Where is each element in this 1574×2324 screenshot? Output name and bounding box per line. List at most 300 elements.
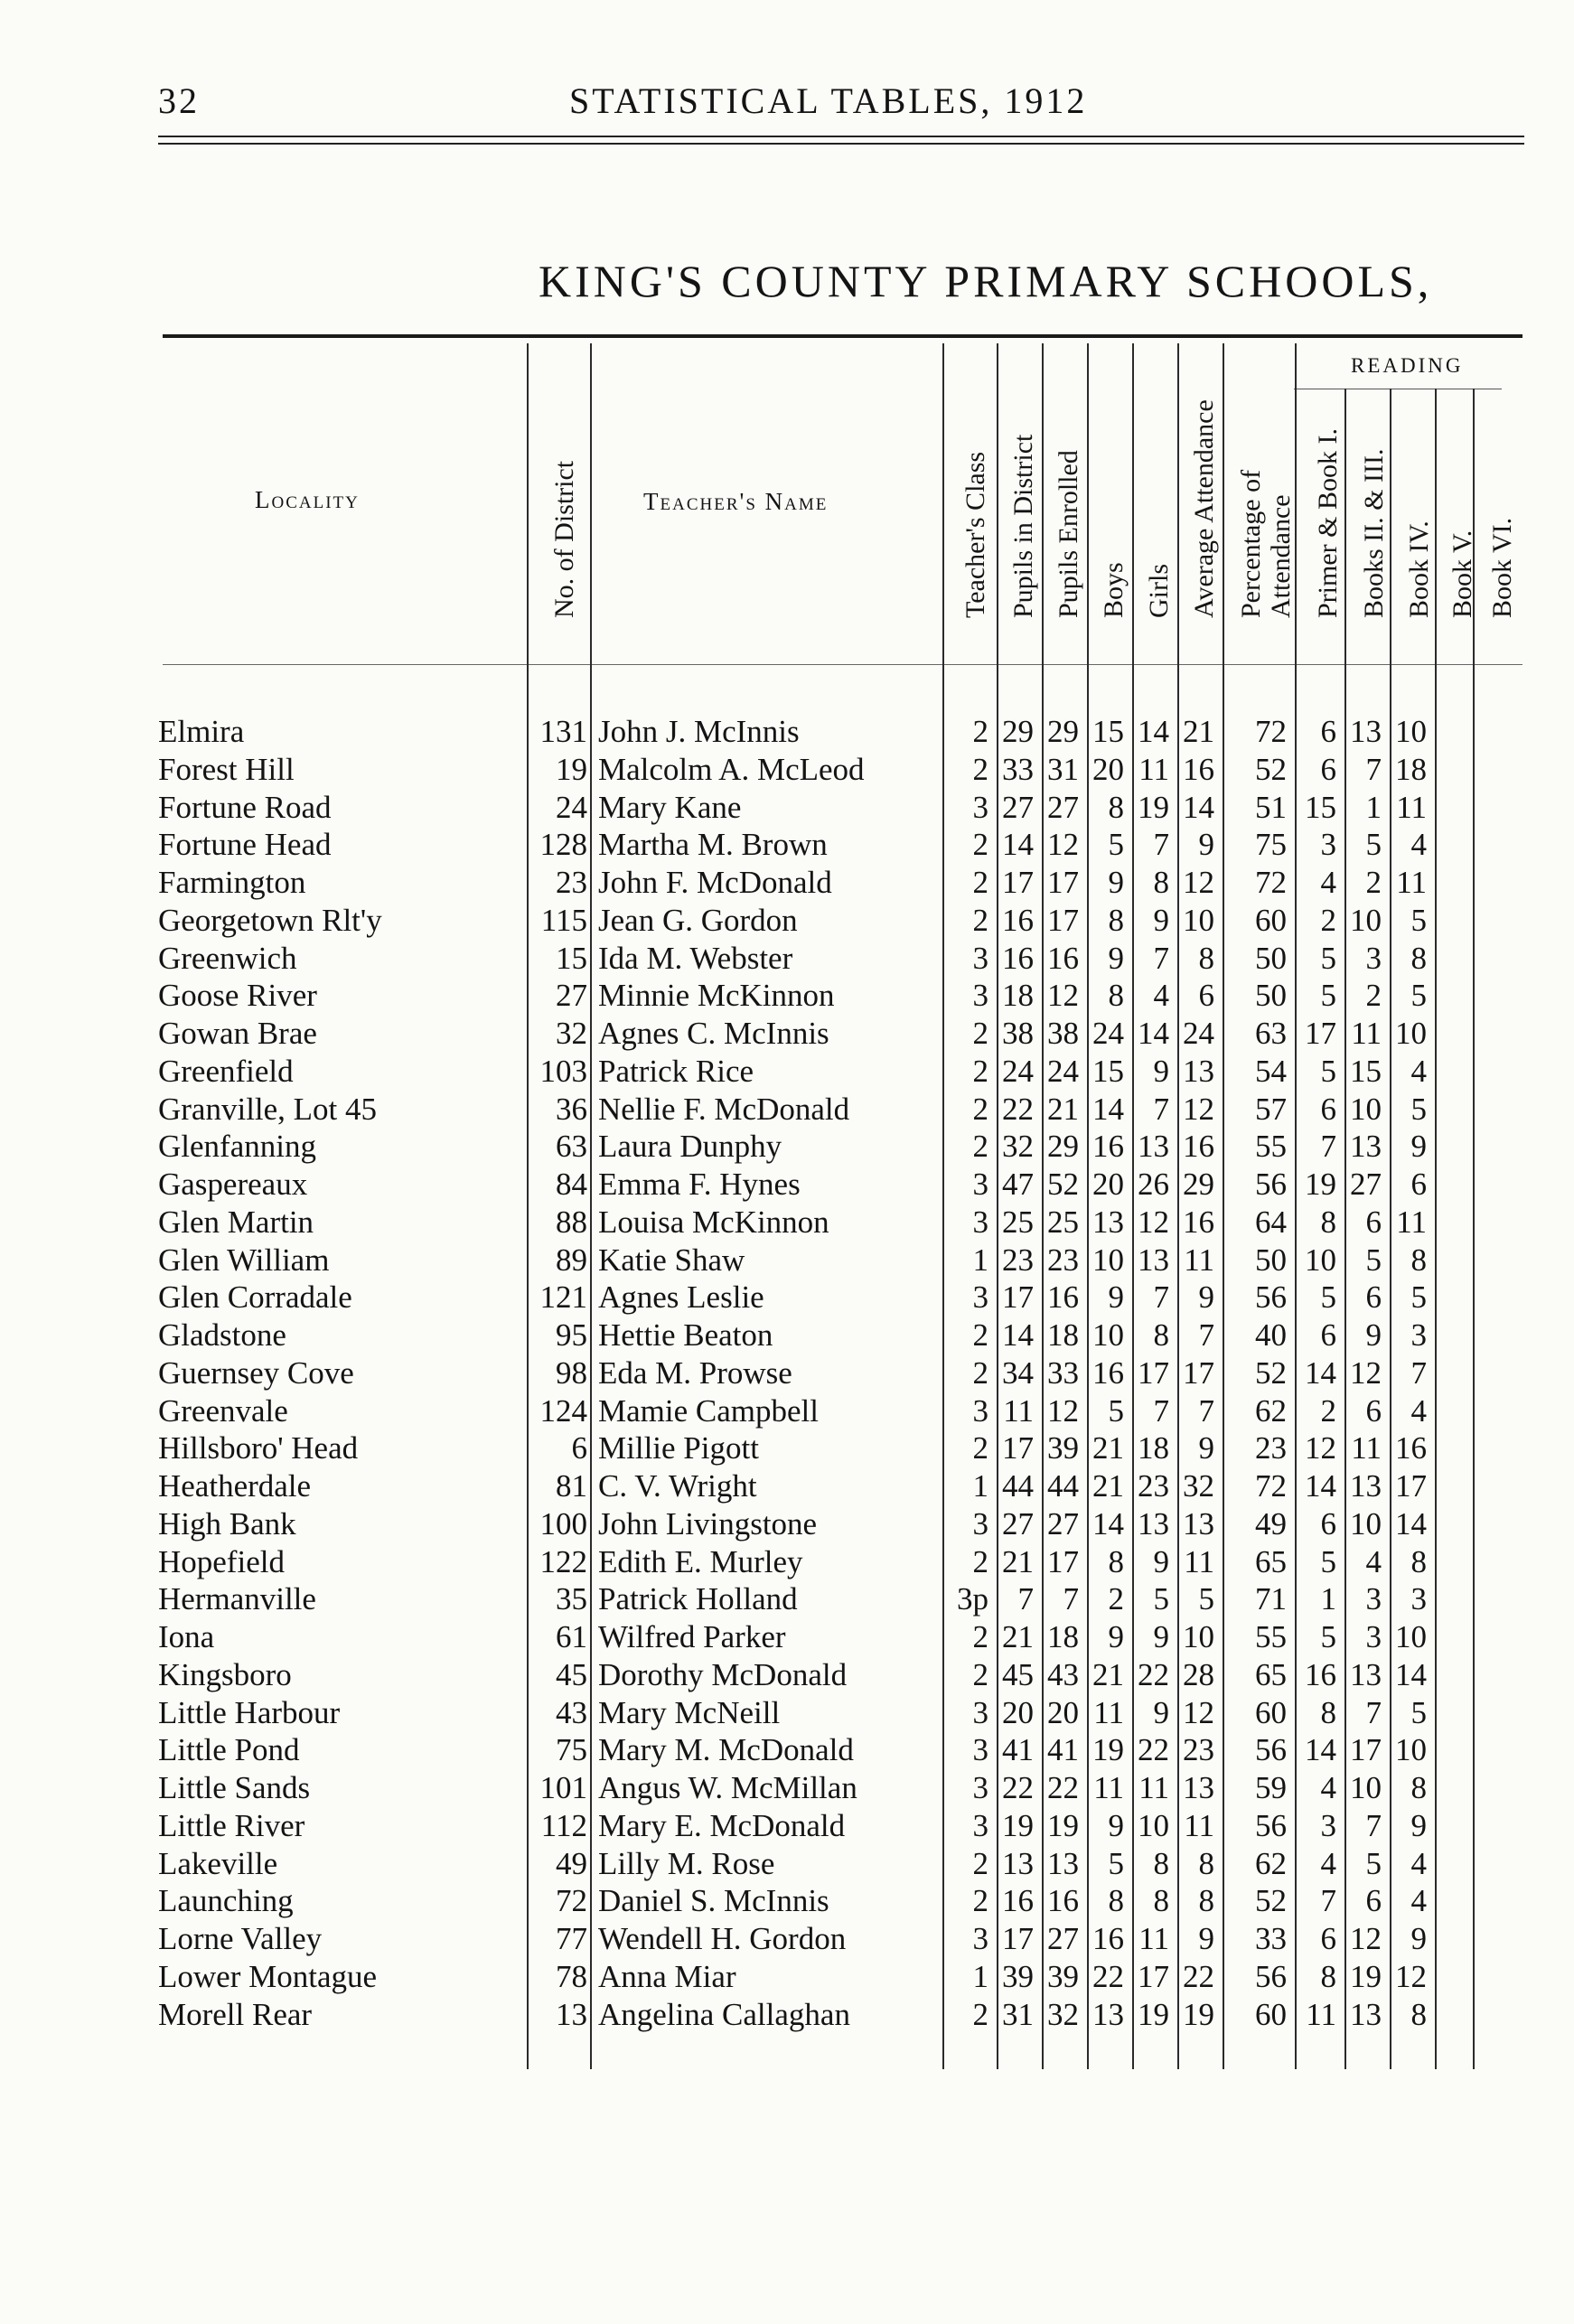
locality-cell: Iona: [158, 1619, 215, 1654]
table-row: [0, 1770, 1574, 1808]
percentage-attendance-cell: 49: [1255, 1505, 1287, 1542]
book4-cell: 8: [1410, 1242, 1427, 1278]
pupils-enrolled-cell: 27: [1047, 789, 1079, 825]
teacher-class-cell: 3: [972, 1505, 988, 1542]
locality-cell: Lower Montague: [158, 1958, 378, 1994]
pupils-district-cell: 13: [1002, 1845, 1034, 1881]
books-2-3-cell: 27: [1350, 1167, 1382, 1202]
books-2-3-cell: 7: [1365, 1807, 1382, 1843]
book4-cell: 17: [1395, 1468, 1427, 1504]
percentage-attendance-cell: 50: [1255, 1242, 1287, 1278]
pupils-district-cell: 16: [1002, 902, 1034, 938]
average-attendance-cell: 9: [1198, 1279, 1214, 1316]
teacher-class-cell: 2: [972, 1053, 988, 1089]
locality-cell: Gladstone: [158, 1317, 286, 1353]
teacher-class-cell: 3: [972, 1807, 988, 1843]
primer-book1-cell: 17: [1305, 1016, 1336, 1051]
book4-cell: 10: [1395, 1016, 1427, 1051]
table-row: [0, 714, 1574, 752]
primer-book1-cell: 15: [1305, 789, 1336, 825]
pupils-district-cell: 19: [1002, 1807, 1034, 1843]
pupils-district-cell: 17: [1002, 1430, 1034, 1467]
pupils-enrolled-cell: 32: [1047, 1996, 1079, 2032]
book4-cell: 4: [1410, 1053, 1427, 1089]
percentage-attendance-cell: 57: [1255, 1091, 1287, 1127]
pupils-district-cell: 23: [1002, 1242, 1034, 1278]
teacher-name-cell: Katie Shaw: [598, 1242, 745, 1278]
pupils-district-cell: 41: [1002, 1732, 1034, 1768]
teacher-class-cell: 2: [972, 1619, 988, 1654]
book4-cell: 4: [1410, 1845, 1427, 1881]
primer-book1-cell: 8: [1320, 1958, 1336, 1994]
books-2-3-cell: 2: [1365, 978, 1382, 1014]
average-attendance-cell: 9: [1198, 827, 1214, 863]
books-2-3-cell: 12: [1350, 1921, 1382, 1956]
girls-cell: 9: [1153, 1543, 1169, 1579]
district-number-cell: 78: [556, 1958, 587, 1994]
table-row: [0, 1997, 1574, 2035]
book4-cell: 11: [1396, 865, 1427, 900]
boys-cell: 10: [1092, 1317, 1124, 1353]
table-row: [0, 1092, 1574, 1129]
teacher-name-cell: Eda M. Prowse: [598, 1354, 792, 1391]
average-attendance-cell: 11: [1184, 1807, 1214, 1843]
pupils-district-cell: 17: [1002, 1279, 1034, 1316]
book4-cell: 5: [1410, 978, 1427, 1014]
books-2-3-cell: 6: [1365, 1279, 1382, 1316]
girls-cell: 18: [1138, 1430, 1169, 1467]
books-2-3-cell: 13: [1350, 1996, 1382, 2032]
book4-cell: 11: [1396, 1204, 1427, 1240]
teacher-class-cell: 3: [972, 1770, 988, 1805]
book4-cell: 4: [1410, 827, 1427, 863]
pupils-in-district-header: Pupils in District: [1008, 434, 1038, 618]
pupils-district-cell: 25: [1002, 1204, 1034, 1240]
table-row: [0, 790, 1574, 828]
book4-cell: 5: [1410, 1694, 1427, 1730]
district-number-cell: 88: [556, 1204, 587, 1240]
pupils-district-cell: 16: [1002, 1883, 1034, 1919]
pupils-district-cell: 34: [1002, 1354, 1034, 1391]
teacher-name-cell: John Livingstone: [598, 1505, 818, 1542]
locality-cell: Farmington: [158, 865, 306, 900]
books-2-3-cell: 13: [1350, 714, 1382, 749]
primer-book1-cell: 3: [1320, 827, 1336, 863]
page-number: 32: [158, 80, 200, 121]
locality-cell: Hopefield: [158, 1543, 285, 1579]
table-row: [0, 1204, 1574, 1242]
teacher-class-cell: 2: [972, 714, 988, 749]
teacher-class-cell: 2: [972, 827, 988, 863]
percentage-attendance-cell: 60: [1255, 1996, 1287, 2032]
average-attendance-cell: 5: [1198, 1581, 1214, 1617]
boys-cell: 20: [1092, 1167, 1124, 1202]
table-row: [0, 1657, 1574, 1695]
pupils-enrolled-cell: 24: [1047, 1053, 1079, 1089]
boys-cell: 5: [1108, 1845, 1124, 1881]
pupils-district-cell: 20: [1002, 1694, 1034, 1730]
percentage-attendance-cell: 50: [1255, 978, 1287, 1014]
locality-cell: Heatherdale: [158, 1468, 312, 1504]
percentage-attendance-cell: 52: [1255, 751, 1287, 787]
teacher-class-cell: 2: [972, 1091, 988, 1127]
book4-cell: 8: [1410, 1996, 1427, 2032]
table-row: [0, 1279, 1574, 1317]
percentage-attendance-cell: 59: [1255, 1770, 1287, 1805]
primer-book1-cell: 6: [1320, 1091, 1336, 1127]
books-2-3-cell: 3: [1365, 940, 1382, 976]
pupils-enrolled-cell: 43: [1047, 1656, 1079, 1692]
pupils-enrolled-cell: 12: [1047, 1392, 1079, 1429]
table-row: [0, 1959, 1574, 1997]
boys-cell: 13: [1092, 1204, 1124, 1240]
teacher-name-cell: Laura Dunphy: [598, 1129, 782, 1165]
teacher-name-cell: C. V. Wright: [598, 1468, 757, 1504]
locality-cell: Elmira: [158, 714, 245, 749]
girls-cell: 5: [1153, 1581, 1169, 1617]
teacher-name-cell: Agnes C. McInnis: [598, 1016, 829, 1051]
primer-book1-cell: 14: [1305, 1732, 1336, 1768]
district-number-cell: 103: [539, 1053, 587, 1089]
percentage-attendance-cell: 72: [1255, 1468, 1287, 1504]
books-2-3-cell: 19: [1350, 1958, 1382, 1994]
table-row: [0, 1846, 1574, 1884]
district-number-cell: 13: [556, 1996, 587, 2032]
locality-cell: Glen William: [158, 1242, 330, 1278]
books-2-3-cell: 10: [1350, 1770, 1382, 1805]
girls-cell: 23: [1138, 1468, 1169, 1504]
book4-cell: 3: [1410, 1581, 1427, 1617]
table-row: [0, 1695, 1574, 1733]
girls-cell: 14: [1138, 714, 1169, 749]
teacher-class-cell: 2: [972, 1996, 988, 2032]
percentage-attendance-cell: 60: [1255, 1694, 1287, 1730]
girls-cell: 17: [1138, 1958, 1169, 1994]
reading-group-header: READING: [1351, 354, 1464, 377]
district-number-cell: 77: [556, 1921, 587, 1956]
district-number-cell: 75: [556, 1732, 587, 1768]
percentage-attendance-cell: 64: [1255, 1204, 1287, 1240]
locality-cell: High Bank: [158, 1505, 296, 1542]
district-number-cell: 115: [540, 902, 587, 938]
primer-book1-cell: 10: [1305, 1242, 1336, 1278]
primer-book1-cell: 16: [1305, 1656, 1336, 1692]
primer-book1-cell: 6: [1320, 1317, 1336, 1353]
boys-cell: 8: [1108, 1883, 1124, 1919]
pupils-enrolled-cell: 41: [1047, 1732, 1079, 1768]
boys-header: Boys: [1099, 562, 1129, 618]
boys-cell: 9: [1108, 1279, 1124, 1316]
boys-cell: 9: [1108, 1807, 1124, 1843]
teacher-class-cell: 3: [972, 1921, 988, 1956]
teacher-class-cell: 3: [972, 978, 988, 1014]
table-row: [0, 1581, 1574, 1619]
teacher-class-cell: 3: [972, 1732, 988, 1768]
pupils-enrolled-cell: 27: [1047, 1921, 1079, 1956]
teacher-name-cell: Dorothy McDonald: [598, 1656, 848, 1692]
book4-cell: 9: [1410, 1807, 1427, 1843]
girls-header: Girls: [1144, 564, 1174, 618]
pupils-district-cell: 22: [1002, 1770, 1034, 1805]
locality-cell: Forest Hill: [158, 751, 295, 787]
book4-cell: 9: [1410, 1129, 1427, 1165]
pupils-enrolled-cell: 25: [1047, 1204, 1079, 1240]
girls-cell: 9: [1153, 1694, 1169, 1730]
locality-header: Locality: [255, 486, 360, 513]
teacher-class-cell: 3: [972, 1167, 988, 1202]
table-row: [0, 1016, 1574, 1054]
books-2-3-cell: 6: [1365, 1883, 1382, 1919]
table-row: [0, 1167, 1574, 1204]
percentage-attendance-cell: 72: [1255, 714, 1287, 749]
percentage-attendance-cell: 62: [1255, 1392, 1287, 1429]
books-2-3-cell: 4: [1365, 1543, 1382, 1579]
pupils-district-cell: 31: [1002, 1996, 1034, 2032]
pupils-enrolled-cell: 38: [1047, 1016, 1079, 1051]
average-attendance-cell: 6: [1198, 978, 1214, 1014]
primer-book1-cell: 2: [1320, 1392, 1336, 1429]
girls-cell: 8: [1153, 865, 1169, 900]
table-row: [0, 903, 1574, 941]
boys-cell: 9: [1108, 940, 1124, 976]
average-attendance-cell: 21: [1183, 714, 1214, 749]
pupils-enrolled-cell: 7: [1063, 1581, 1079, 1617]
teacher-name-cell: Mary M. McDonald: [598, 1732, 854, 1768]
average-attendance-cell: 12: [1183, 865, 1214, 900]
pupils-enrolled-cell: 29: [1047, 714, 1079, 749]
district-number-cell: 23: [556, 865, 587, 900]
teacher-class-cell: 2: [972, 865, 988, 900]
pupils-enrolled-cell: 12: [1047, 978, 1079, 1014]
boys-cell: 16: [1092, 1921, 1124, 1956]
books-2-3-cell: 9: [1365, 1317, 1382, 1353]
book4-header: Book IV.: [1404, 520, 1434, 618]
books-2-3-cell: 1: [1365, 789, 1382, 825]
book4-cell: 12: [1395, 1958, 1427, 1994]
pupils-district-cell: 16: [1002, 940, 1034, 976]
teacher-class-cell: 2: [972, 1016, 988, 1051]
average-attendance-cell: 22: [1183, 1958, 1214, 1994]
locality-cell: Hermanville: [158, 1581, 316, 1617]
district-number-cell: 72: [556, 1883, 587, 1919]
percentage-attendance-header: Percentage of: [1236, 469, 1266, 618]
girls-cell: 13: [1138, 1242, 1169, 1278]
boys-cell: 16: [1092, 1129, 1124, 1165]
percentage-attendance-cell: 52: [1255, 1883, 1287, 1919]
locality-cell: Georgetown Rlt'y: [158, 902, 382, 938]
locality-cell: Little Harbour: [158, 1694, 341, 1730]
primer-book1-cell: 5: [1320, 1619, 1336, 1654]
running-title: STATISTICAL TABLES, 1912: [569, 80, 1088, 121]
books-2-3-cell: 10: [1350, 1091, 1382, 1127]
district-number-cell: 15: [556, 940, 587, 976]
average-attendance-cell: 13: [1183, 1053, 1214, 1089]
pupils-district-cell: 11: [1003, 1392, 1034, 1429]
boys-cell: 8: [1108, 789, 1124, 825]
boys-cell: 8: [1108, 978, 1124, 1014]
pupils-enrolled-cell: 23: [1047, 1242, 1079, 1278]
average-attendance-cell: 13: [1183, 1505, 1214, 1542]
book4-cell: 18: [1395, 751, 1427, 787]
pupils-district-cell: 7: [1017, 1581, 1034, 1617]
primer-book1-cell: 4: [1320, 1845, 1336, 1881]
books-2-3-cell: 6: [1365, 1204, 1382, 1240]
boys-cell: 11: [1093, 1770, 1124, 1805]
book4-cell: 10: [1395, 714, 1427, 749]
books-2-3-cell: 11: [1351, 1430, 1382, 1467]
locality-cell: Lorne Valley: [158, 1921, 323, 1956]
table-row: [0, 1808, 1574, 1846]
teacher-class-cell: 1: [972, 1958, 988, 1994]
girls-cell: 9: [1153, 902, 1169, 938]
book4-cell: 8: [1410, 1543, 1427, 1579]
pupils-district-cell: 18: [1002, 978, 1034, 1014]
average-attendance-cell: 16: [1183, 1129, 1214, 1165]
average-attendance-cell: 11: [1184, 1242, 1214, 1278]
book4-cell: 14: [1395, 1505, 1427, 1542]
books-2-3-cell: 13: [1350, 1656, 1382, 1692]
pupils-district-cell: 22: [1002, 1091, 1034, 1127]
boys-cell: 14: [1092, 1091, 1124, 1127]
primer-book1-cell: 3: [1320, 1807, 1336, 1843]
book4-cell: 10: [1395, 1732, 1427, 1768]
percentage-attendance-cell: 54: [1255, 1053, 1287, 1089]
pupils-district-cell: 21: [1002, 1543, 1034, 1579]
pupils-enrolled-cell: 44: [1047, 1468, 1079, 1504]
pupils-district-cell: 32: [1002, 1129, 1034, 1165]
teacher-name-cell: Anna Miar: [598, 1958, 736, 1994]
table-title: KING'S COUNTY PRIMARY SCHOOLS,: [539, 256, 1433, 306]
table-row: [0, 1468, 1574, 1506]
locality-cell: Guernsey Cove: [158, 1354, 354, 1391]
pupils-enrolled-cell: 21: [1047, 1091, 1079, 1127]
girls-cell: 9: [1153, 1619, 1169, 1654]
table-row: [0, 1054, 1574, 1092]
table-row: [0, 1129, 1574, 1167]
girls-cell: 26: [1138, 1167, 1169, 1202]
locality-cell: Little Sands: [158, 1770, 311, 1805]
primer-book1-cell: 14: [1305, 1468, 1336, 1504]
pupils-district-cell: 17: [1002, 865, 1034, 900]
girls-cell: 8: [1153, 1845, 1169, 1881]
books-2-3-cell: 5: [1365, 1242, 1382, 1278]
teacher-class-cell: 3: [972, 1204, 988, 1240]
books-2-3-cell: 5: [1365, 827, 1382, 863]
district-number-cell: 36: [556, 1091, 587, 1127]
primer-book1-cell: 6: [1320, 1921, 1336, 1956]
teacher-class-cell: 2: [972, 1430, 988, 1467]
girls-cell: 7: [1153, 1279, 1169, 1316]
district-number-cell: 81: [556, 1468, 587, 1504]
primer-book1-cell: 11: [1306, 1996, 1336, 2032]
table-row: [0, 978, 1574, 1016]
district-number-cell: 95: [556, 1317, 587, 1353]
boys-cell: 13: [1092, 1996, 1124, 2032]
teacher-class-cell: 3: [972, 789, 988, 825]
pupils-enrolled-cell: 18: [1047, 1317, 1079, 1353]
primer-book1-cell: 4: [1320, 1770, 1336, 1805]
books-2-3-cell: 13: [1350, 1468, 1382, 1504]
girls-cell: 13: [1138, 1129, 1169, 1165]
district-number-cell: 45: [556, 1656, 587, 1692]
teacher-class-cell: 2: [972, 902, 988, 938]
table-row: [0, 1430, 1574, 1468]
girls-cell: 4: [1153, 978, 1169, 1014]
boys-cell: 10: [1092, 1242, 1124, 1278]
district-number-cell: 124: [539, 1392, 587, 1429]
girls-cell: 14: [1138, 1016, 1169, 1051]
boys-cell: 21: [1092, 1656, 1124, 1692]
pupils-enrolled-cell: 19: [1047, 1807, 1079, 1843]
boys-cell: 15: [1092, 714, 1124, 749]
book4-cell: 8: [1410, 1770, 1427, 1805]
locality-cell: Greenwich: [158, 940, 297, 976]
percentage-attendance-cell: 56: [1255, 1167, 1287, 1202]
boys-cell: 14: [1092, 1505, 1124, 1542]
teacher-class-cell: 2: [972, 1845, 988, 1881]
teacher-class-cell: 3: [972, 1694, 988, 1730]
teacher-class-cell: 2: [972, 1317, 988, 1353]
average-attendance-cell: 7: [1198, 1392, 1214, 1429]
district-number-cell: 35: [556, 1581, 587, 1617]
pupils-district-cell: 14: [1002, 827, 1034, 863]
teacher-name-cell: Nellie F. McDonald: [598, 1091, 850, 1127]
pupils-enrolled-cell: 16: [1047, 940, 1079, 976]
locality-cell: Goose River: [158, 978, 317, 1014]
teacher-name-cell: Patrick Holland: [598, 1581, 798, 1617]
teacher-name-cell: Minnie McKinnon: [598, 978, 835, 1014]
table-top-rule: [163, 334, 1522, 338]
district-number-cell: 89: [556, 1242, 587, 1278]
boys-cell: 21: [1092, 1430, 1124, 1467]
district-number-header: No. of District: [549, 460, 579, 618]
primer-book1-cell: 14: [1305, 1354, 1336, 1391]
pupils-district-cell: 33: [1002, 751, 1034, 787]
book4-cell: 4: [1410, 1883, 1427, 1919]
teacher-name-cell: Mary McNeill: [598, 1694, 781, 1730]
boys-cell: 2: [1108, 1581, 1124, 1617]
header-rule-bottom: [158, 143, 1524, 145]
boys-cell: 8: [1108, 902, 1124, 938]
table-row: [0, 1921, 1574, 1959]
district-number-cell: 27: [556, 978, 587, 1014]
pupils-district-cell: 17: [1002, 1921, 1034, 1956]
locality-cell: Hillsboro' Head: [158, 1430, 359, 1467]
locality-cell: Launching: [158, 1883, 294, 1919]
percentage-attendance-cell: 56: [1255, 1807, 1287, 1843]
district-number-cell: 6: [571, 1430, 587, 1467]
book4-cell: 10: [1395, 1619, 1427, 1654]
books-2-3-cell: 12: [1350, 1354, 1382, 1391]
locality-cell: Granville, Lot 45: [158, 1091, 378, 1127]
pupils-district-cell: 38: [1002, 1016, 1034, 1051]
girls-cell: 22: [1138, 1732, 1169, 1768]
table-row: [0, 1355, 1574, 1393]
locality-cell: Gowan Brae: [158, 1016, 317, 1051]
percentage-attendance-cell: 55: [1255, 1129, 1287, 1165]
average-attendance-cell: 29: [1183, 1167, 1214, 1202]
pupils-district-cell: 14: [1002, 1317, 1034, 1353]
table-row: [0, 941, 1574, 979]
book4-cell: 5: [1410, 1279, 1427, 1316]
percentage-attendance-cell: 55: [1255, 1619, 1287, 1654]
book4-cell: 5: [1410, 1091, 1427, 1127]
girls-cell: 10: [1138, 1807, 1169, 1843]
primer-book1-cell: 5: [1320, 978, 1336, 1014]
primer-book1-cell: 8: [1320, 1204, 1336, 1240]
teacher-name-cell: John F. McDonald: [598, 865, 832, 900]
teacher-name-header: Teacher's Name: [643, 488, 829, 515]
